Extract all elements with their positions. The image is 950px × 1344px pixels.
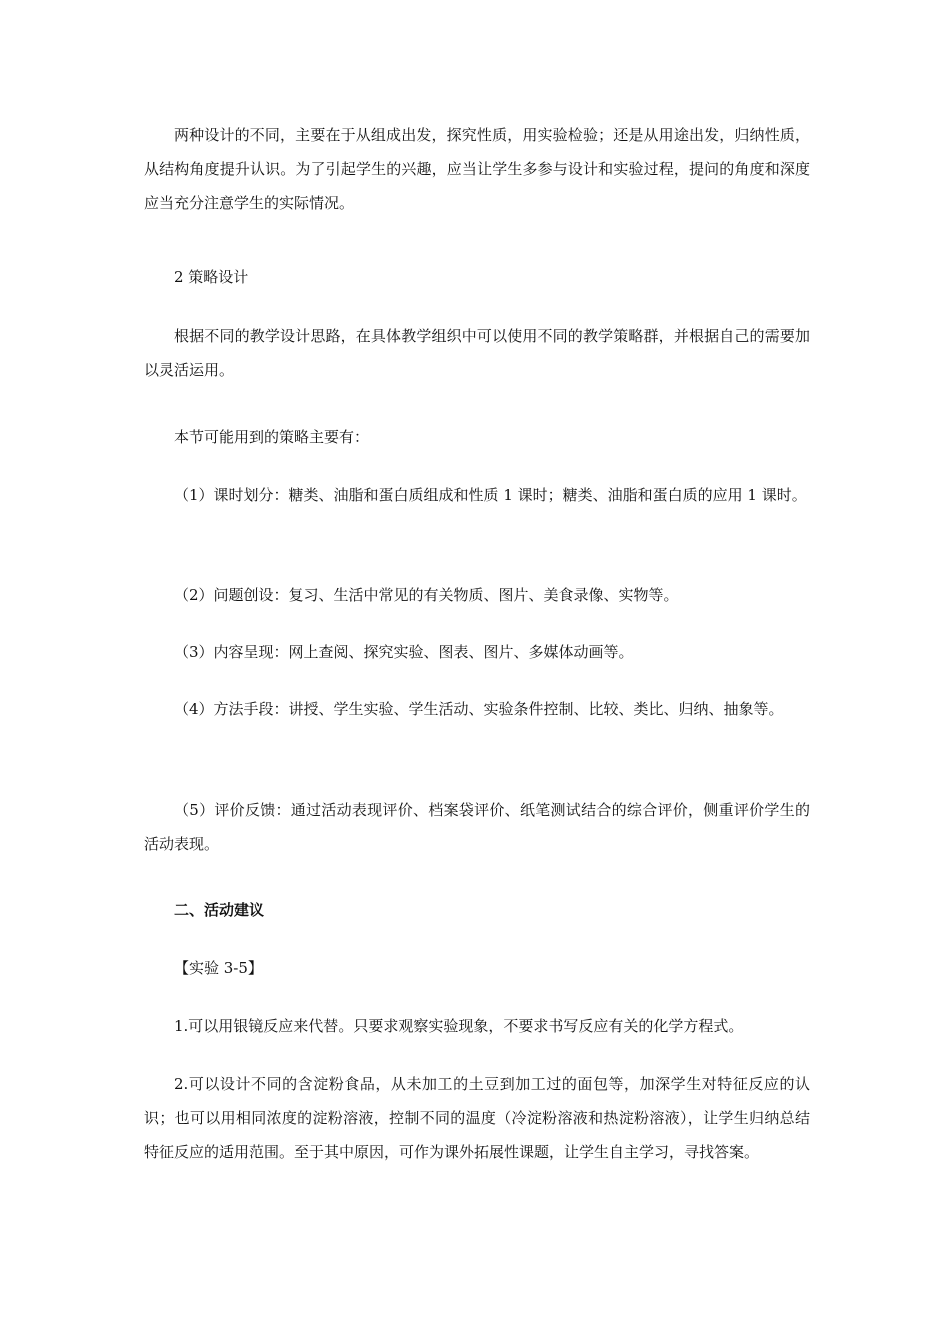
experiment-label: 【实验 3-5】 — [174, 959, 263, 977]
paragraph-strategy-intro: 根据不同的教学设计思路，在具体教学组织中可以使用不同的教学策略群，并根据自己的需要加以灵活运用。 — [144, 327, 810, 379]
paragraph-design-difference: 两种设计的不同，主要在于从组成出发，探究性质，用实验检验；还是从用途出发，归纳性质，从结构角度提升认识。为了引起学生的兴趣，应当让学生多参与设计和实验过程，提问的角度和深度应当充分注意学生的实际情况。 — [144, 126, 810, 212]
list-item-methods: （4）方法手段：讲授、学生实验、学生活动、实验条件控制、比较、类比、归纳、抽象等。 — [174, 700, 784, 718]
list-item-problem-creation: （2）问题创设：复习、生活中常见的有关物质、图片、美食录像、实物等。 — [174, 586, 679, 604]
section-heading-strategy-design: 2 策略设计 — [174, 268, 249, 286]
list-item-evaluation-feedback: （5）评价反馈：通过活动表现评价、档案袋评价、纸笔测试结合的综合评价，侧重评价学生的活动表现。 — [144, 801, 810, 853]
suggestion-item-1: 1.可以用银镜反应来代替。只要求观察实验现象，不要求书写反应有关的化学方程式。 — [174, 1017, 744, 1035]
suggestion-item-2: 2.可以设计不同的含淀粉食品，从未加工的土豆到加工过的面包等，加深学生对特征反应的认识；也可以用相同浓度的淀粉溶液，控制不同的温度（冷淀粉溶液和热淀粉溶液），让学生归纳总结特征反应的适用范围。至于其中原因，可作为课外拓展性课题，让学生自主学习，寻找答案。 — [144, 1075, 810, 1161]
paragraph-strategies-lead: 本节可能用到的策略主要有： — [174, 428, 370, 446]
list-item-lesson-division: （1）课时划分：糖类、油脂和蛋白质组成和性质 1 课时；糖类、油脂和蛋白质的应用 1 课时。 — [174, 486, 807, 504]
list-item-content-presentation: （3）内容呈现：网上查阅、探究实验、图表、图片、多媒体动画等。 — [174, 643, 634, 661]
section-heading-activity-suggestions: 二、活动建议 — [174, 901, 265, 919]
